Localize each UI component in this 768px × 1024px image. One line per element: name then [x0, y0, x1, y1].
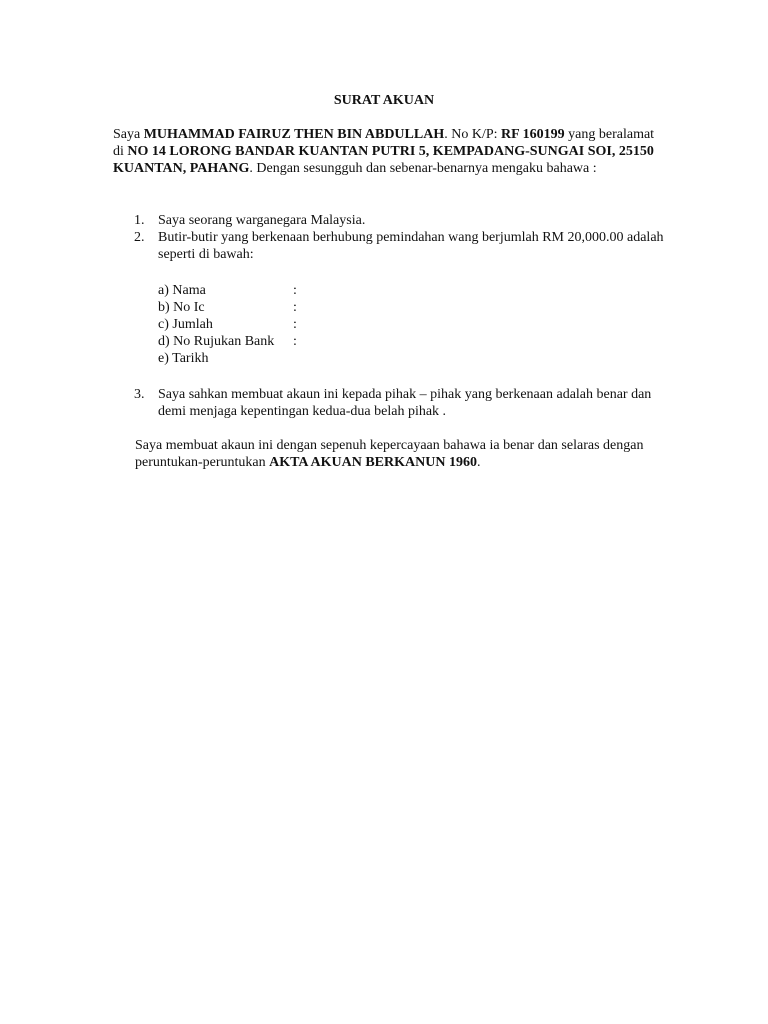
field-label: c) Jumlah: [158, 317, 213, 332]
declarant-address: NO 14 LORONG BANDAR KUANTAN PUTRI 5, KEMPADANG-SUNGAI SOI, 25150 KUANTAN, PAHANG: [113, 144, 654, 176]
list-item: [113, 386, 673, 420]
declaration-list-continued: [113, 386, 673, 420]
declarant-name: MUHAMMAD FAIRUZ THEN BIN ABDULLAH: [143, 127, 445, 142]
field-label: a) Nama: [158, 283, 206, 298]
intro-text-2: . No K/P:: [444, 127, 502, 142]
intro-text-4: . Dengan sesungguh dan sebenar-benarnya mengaku bahawa :: [249, 161, 597, 176]
field-label: d) No Rujukan Bank: [158, 334, 275, 349]
field-separator: :: [293, 317, 297, 332]
field-separator: :: [293, 283, 297, 298]
field-row-no-ic: [158, 299, 297, 316]
ic-number: RF 160199: [501, 127, 565, 142]
document-title: SURAT AKUAN: [333, 93, 435, 108]
intro-text-1: Saya: [113, 127, 144, 142]
list-item-text: Saya sahkan membuat akaun ini kepada pihak – pihak yang berkenaan adalah benar dan demi menjaga kepentingan kedua-dua belah pihak .: [158, 387, 652, 419]
declaration-list: [113, 212, 673, 263]
field-separator: :: [293, 300, 297, 315]
field-row-jumlah: [158, 316, 297, 333]
list-item-text: Saya seorang warganegara Malaysia.: [158, 213, 366, 228]
list-item-text: Butir-butir yang berkenaan berhubung pemindahan wang berjumlah RM 20,000.00 adalah seperti di bawah:: [158, 230, 664, 262]
list-item-number: 3.: [134, 387, 145, 402]
field-separator: :: [293, 334, 297, 349]
list-item: [113, 212, 673, 229]
field-row-tarikh: [158, 350, 297, 367]
field-row-nama: [158, 282, 297, 299]
list-item-number: 1.: [134, 213, 145, 228]
list-item: [113, 229, 673, 263]
closing-text-2: .: [476, 455, 481, 470]
field-label: b) No Ic: [158, 300, 205, 315]
field-row-no-rujukan-bank: [158, 333, 297, 350]
closing-paragraph: [135, 437, 655, 471]
closing-text-1: Saya membuat akaun ini dengan sepenuh kepercayaan bahawa ia benar dan selaras dengan peruntukan-peruntukan: [135, 438, 644, 470]
list-item-number: 2.: [134, 230, 145, 245]
act-name: AKTA AKUAN BERKANUN 1960: [269, 455, 477, 470]
field-label: e) Tarikh: [158, 351, 209, 366]
intro-text-3: yang beralamat di: [113, 127, 655, 159]
transfer-details-fields: [158, 282, 297, 367]
intro-paragraph: [113, 126, 658, 177]
